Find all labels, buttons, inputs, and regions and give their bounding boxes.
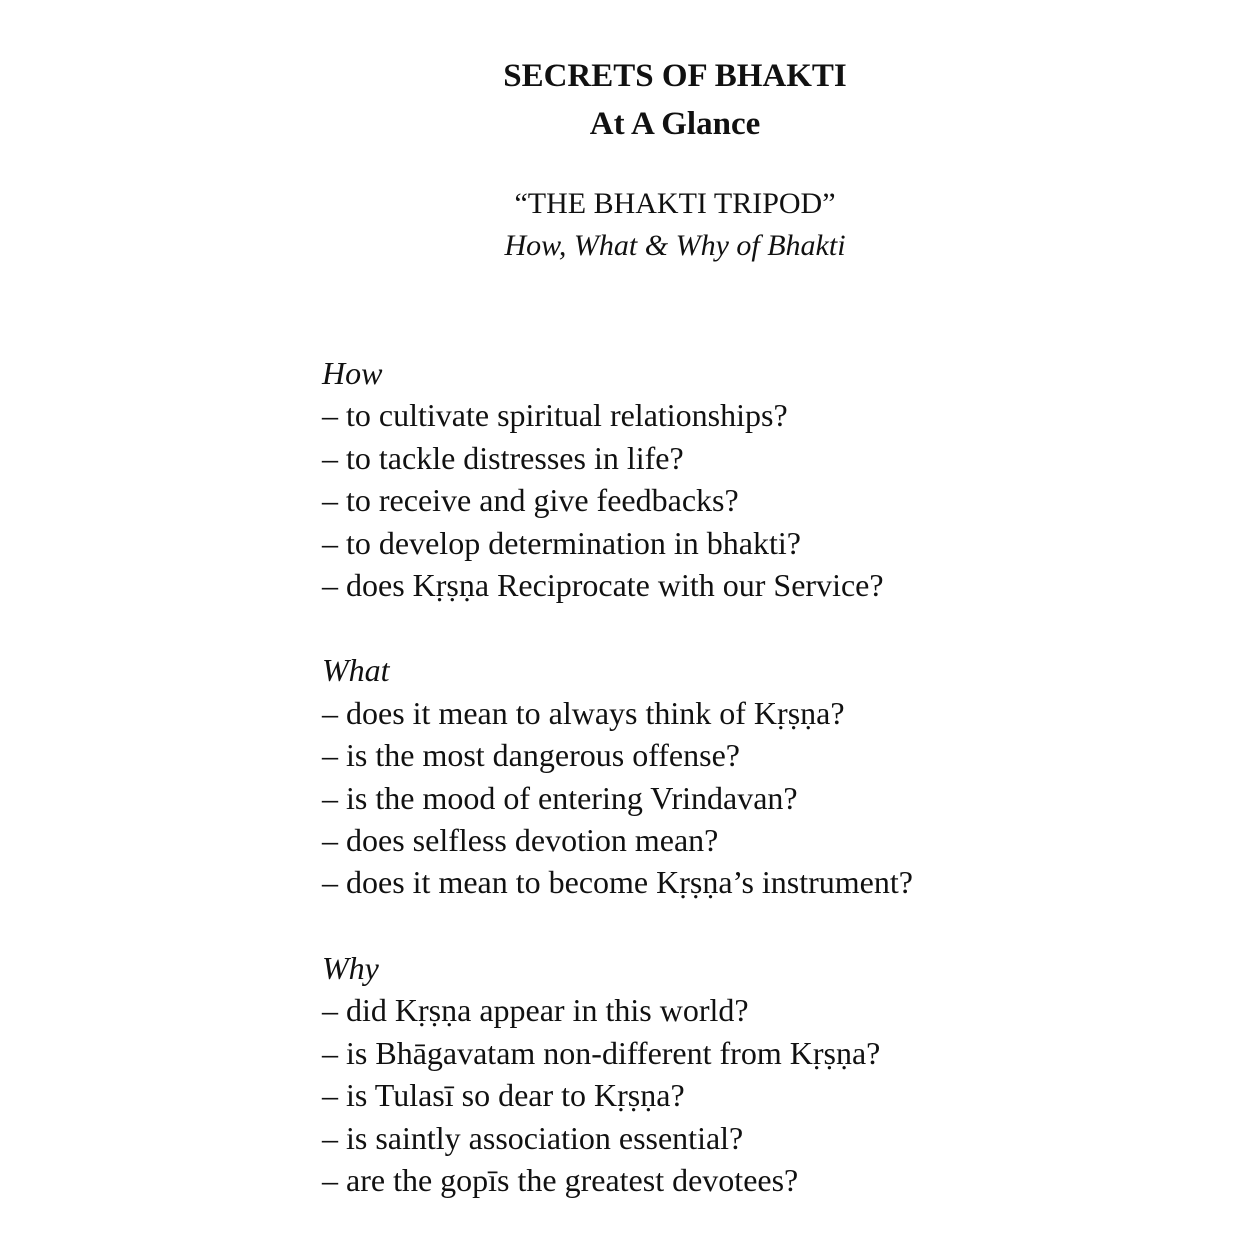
section-heading: How [322,355,383,391]
section-heading: What [322,652,390,689]
question-item: – to receive and give feedbacks? [322,482,739,519]
title-block [0,52,1239,148]
question-item: – is the mood of entering Vrindavan? [322,779,798,816]
question-item: – does selfless devotion mean? [322,822,719,859]
question-item: – did Kṛṣṇa appear in this world? [322,992,749,1029]
question-item: – does it mean to always think of Kṛṣṇa? [322,694,845,731]
section-why [322,947,1202,1201]
question-item: – to tackle distresses in life? [322,439,684,476]
question-item: – does Kṛṣṇa Reciprocate with our Service? [322,567,884,604]
question-item: – to develop determination in bhakti? [322,524,801,561]
section-how [322,352,1202,606]
section-what [322,649,1202,903]
question-list [322,352,1202,1244]
section-heading: Why [322,949,379,986]
book-subtitle: At A Glance [589,106,761,142]
tripod-subtitle: How, What & Why of Bhakti [504,229,846,262]
question-item: – is Bhāgavatam non-different from Kṛṣṇa? [322,1034,881,1071]
tripod-title: “THE BHAKTI TRIPOD” [514,187,836,220]
question-item: – does it mean to become Kṛṣṇa’s instrument? [322,864,913,901]
tripod-block [0,183,1239,267]
question-item: – to cultivate spiritual relationships? [322,397,788,434]
question-item: – are the gopīs the greatest devotees? [322,1161,799,1198]
question-item: – is the most dangerous offense? [322,737,740,774]
book-title: SECRETS OF BHAKTI [503,58,847,94]
question-item: – is Tulasī so dear to Kṛṣṇa? [322,1077,685,1114]
question-item: – is saintly association essential? [322,1119,744,1156]
